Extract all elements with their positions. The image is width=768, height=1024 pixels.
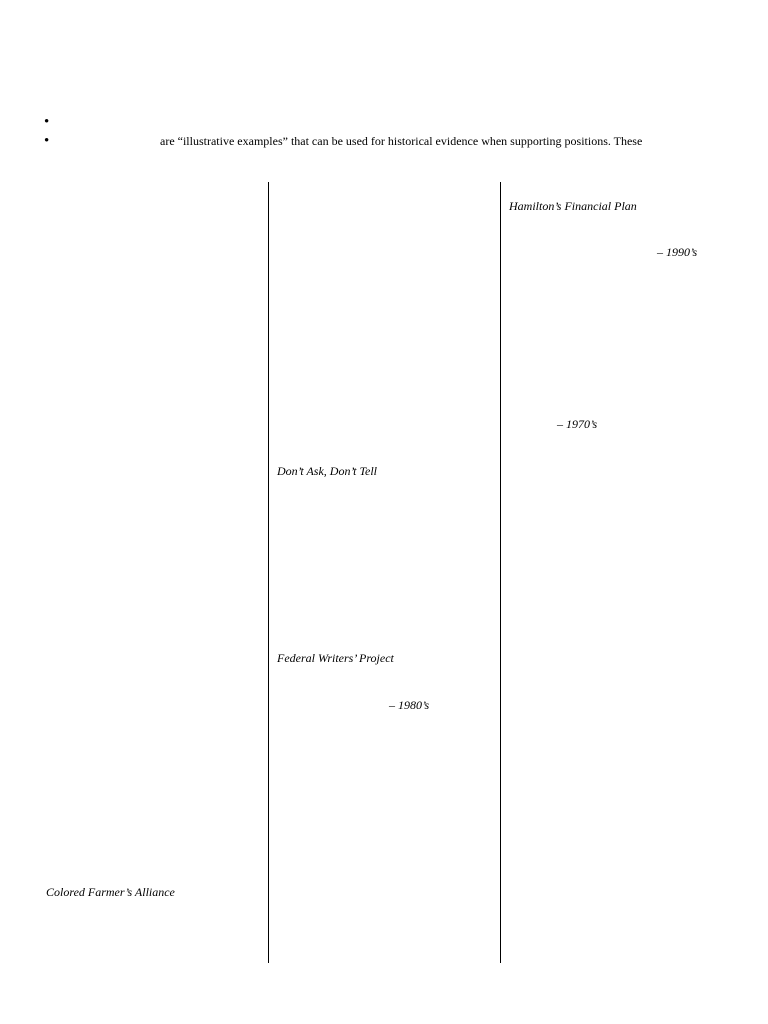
bullet-text-2: are “illustrative examples” that can be used for historical evidence when supporting positions. These [160,134,643,148]
entry-hamiltons-financial-plan: Hamilton’s Financial Plan [509,199,637,213]
bullet-marker: • [44,133,50,149]
entry-decade-1980s: – 1980’s [389,698,430,712]
entry-colored-farmers-alliance: Colored Farmer’s Alliance [46,885,175,899]
column-divider-right [500,182,501,963]
entry-federal-writers-project: Federal Writers’ Project [277,651,394,665]
bullet-marker: • [44,114,50,130]
column-divider-left [268,182,269,963]
entry-dont-ask-dont-tell: Don’t Ask, Don’t Tell [277,464,378,478]
entry-decade-1970s: – 1970’s [557,417,598,431]
entry-decade-1990s: – 1990’s [657,245,698,259]
